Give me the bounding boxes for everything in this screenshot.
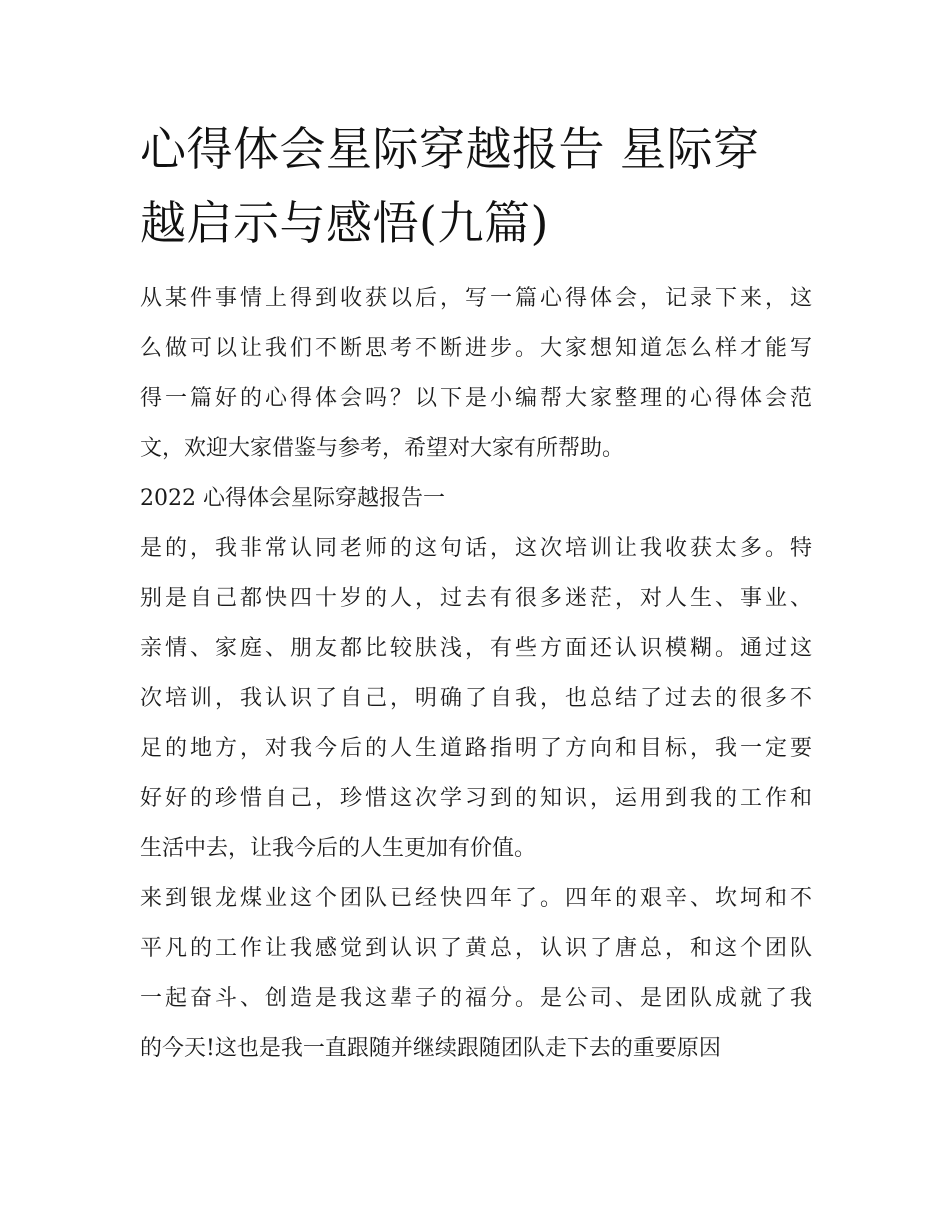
text-line: 来到银龙煤业这个团队已经快四年了。四年的艰辛、坎坷和不 (140, 886, 812, 911)
text-line: 足的地方，对我今后的人生道路指明了方向和目标，我一定要 (140, 736, 812, 761)
text-line: 从某件事情上得到收获以后，写一篇心得体会，记录下来，这 (140, 286, 812, 311)
title-line: 心得体会星际穿越报告 星际穿 (140, 122, 760, 176)
text-line: 的今天!这也是我一直跟随并继续跟随团队走下去的重要原因 (140, 1036, 721, 1061)
text-line: 一起奋斗、创造是我这辈子的福分。是公司、是团队成就了我 (140, 986, 812, 1011)
text-line: 是的，我非常认同老师的这句话，这次培训让我收获太多。特 (140, 536, 812, 561)
text-line: 生活中去，让我今后的人生更加有价值。 (140, 836, 537, 861)
document-title (140, 112, 812, 260)
text-line: 得一篇好的心得体会吗？以下是小编帮大家整理的心得体会范 (140, 386, 812, 411)
text-line: 别是自己都快四十岁的人，过去有很多迷茫，对人生、事业、 (140, 586, 812, 611)
body-paragraph-2 (140, 874, 812, 1074)
intro-paragraph (140, 274, 812, 474)
text-line: 次培训，我认识了自己，明确了自我，也总结了过去的很多不 (140, 686, 812, 711)
text-line: 平凡的工作让我感觉到认识了黄总，认识了唐总，和这个团队 (140, 936, 812, 961)
text-line: 文，欢迎大家借鉴与参考，希望对大家有所帮助。 (140, 436, 625, 461)
document-page (140, 112, 812, 1074)
section-heading: 2022 心得体会星际穿越报告一 (140, 486, 445, 511)
body-paragraph-1 (140, 524, 812, 874)
text-line: 亲情、家庭、朋友都比较肤浅，有些方面还认识模糊。通过这 (140, 636, 812, 661)
title-line: 越启示与感悟(九篇) (140, 196, 549, 250)
text-line: 么做可以让我们不断思考不断进步。大家想知道怎么样才能写 (140, 336, 812, 361)
text-line: 好好的珍惜自己，珍惜这次学习到的知识，运用到我的工作和 (140, 786, 812, 811)
document-body (140, 274, 812, 1074)
